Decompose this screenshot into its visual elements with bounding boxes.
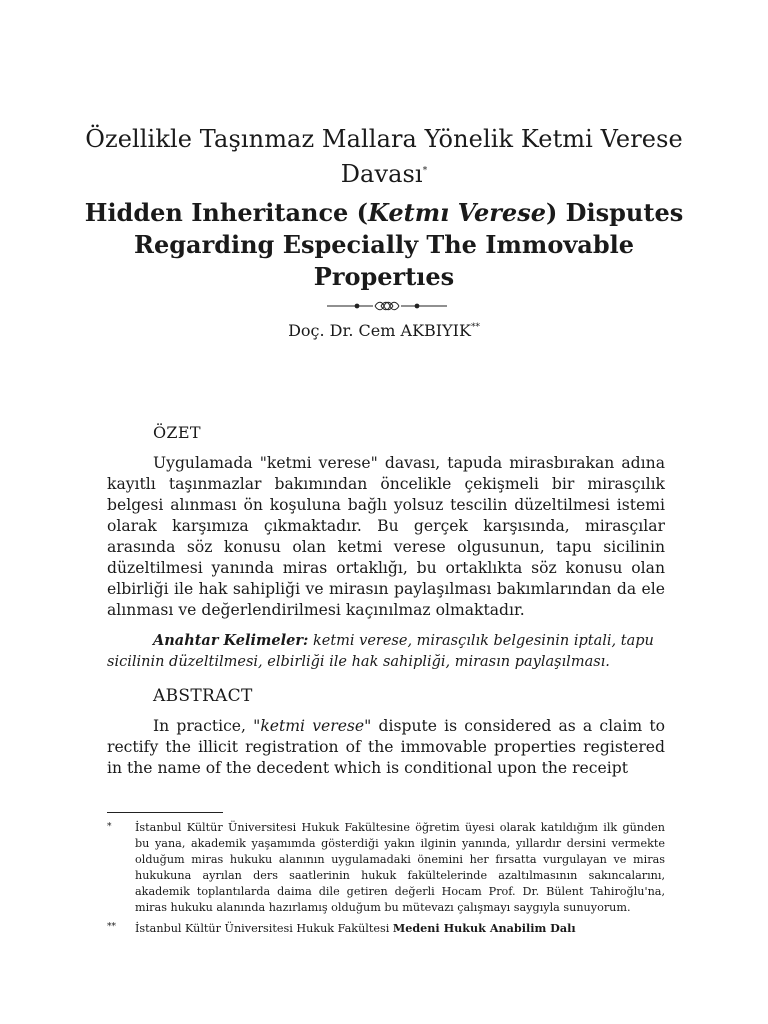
title-english-after: ) Disputes Regarding Especially The Immovable Propertıes bbox=[134, 198, 684, 291]
title-footnote-marker[interactable]: * bbox=[422, 166, 428, 176]
title-english-italic: Ketmı Verese bbox=[368, 198, 546, 227]
title-english bbox=[60, 197, 708, 293]
abstract-text-before: In practice, " bbox=[153, 717, 261, 735]
keywords-block bbox=[107, 630, 665, 673]
footnote-separator bbox=[107, 812, 223, 813]
author-line bbox=[0, 320, 768, 342]
ozet-paragraph: Uygulamada "ketmi verese" davası, tapuda mirasbırakan adına kayıtlı taşınmazlar bakımından öncelikle çekişmeli bir mirasçılık belgesi alınması ön koşuluna bağlı yolsuz tescilin düzeltilmesi istemi olarak karşımıza çıkmaktadır. Bu gerçek karşısında, mirasçılar arasında söz konusu olan ketmi verese olgusunun, tapu sicilinin düzeltilmesi yanında miras ortaklığı, bu ortaklıkta söz konusu olan elbirliği ile hak sahipliği ve mirasın paylaşılması bakımlarından da ele alınması ve değerlendirilmesi kaçınılmaz olmaktadır. bbox=[107, 454, 665, 619]
author-name: Doç. Dr. Cem AKBIYIK bbox=[288, 321, 471, 340]
footnote-2-plain: İstanbul Kültür Üniversitesi Hukuk Fakültesi bbox=[135, 922, 393, 935]
abstract-text-italic: ketmi verese bbox=[260, 717, 365, 735]
title-turkish-text: Özellikle Taşınmaz Mallara Yönelik Ketmi Verese Davası bbox=[85, 125, 683, 188]
keywords-text: ketmi verese, mirasçılık belgesinin iptali, tapu sicilinin düzeltilmesi, elbirliği ile hak sahipliği, mirasın paylaşılması. bbox=[107, 633, 654, 670]
title-english-before: Hidden Inheritance ( bbox=[84, 198, 369, 227]
footnote-2-bold: Medeni Hukuk Anabilim Dalı bbox=[392, 921, 576, 935]
ozet-heading: ÖZET bbox=[153, 423, 201, 442]
footnote-2 bbox=[107, 920, 665, 937]
footnote-2-text bbox=[135, 920, 665, 937]
ornamental-divider-icon bbox=[327, 298, 447, 314]
abstract-text-after: " dispute is considered as a claim to rectify the illicit registration of the immovable properties registered in the name of the decedent which is conditional upon the receipt bbox=[107, 717, 665, 777]
footnote-1-marker: * bbox=[107, 822, 112, 832]
footnote-1 bbox=[107, 820, 665, 916]
abstract-paragraph bbox=[107, 716, 665, 779]
title-turkish bbox=[60, 122, 708, 192]
abstract-heading: ABSTRACT bbox=[153, 686, 253, 706]
footnote-2-marker: ** bbox=[107, 922, 116, 932]
author-footnote-marker[interactable]: ** bbox=[470, 322, 480, 333]
keywords-label: Anahtar Kelimeler: bbox=[153, 632, 309, 649]
footnote-1-text: İstanbul Kültür Üniversitesi Hukuk Fakültesine öğretim üyesi olarak katıldığım ilk günden bu yana, akademik yaşamımda gösterdiği yakın ilginin yanında, yıllardır dersini vermekte olduğum miras hukuku alanının uygulamadaki önemini her fırsatta vurgulayan ve miras hukukuna ayrılan ders saatlerinin hukuk fakültelerinde azaltılmasının sakıncalarını, akademik toplantılarda daima dile getiren değerli Hocam Prof. Dr. Bülent Tahiroğlu'na, miras hukuku alanında hazırlamış olduğum bu mütevazı çalışmayı saygıyla sunuyorum. bbox=[135, 821, 665, 914]
